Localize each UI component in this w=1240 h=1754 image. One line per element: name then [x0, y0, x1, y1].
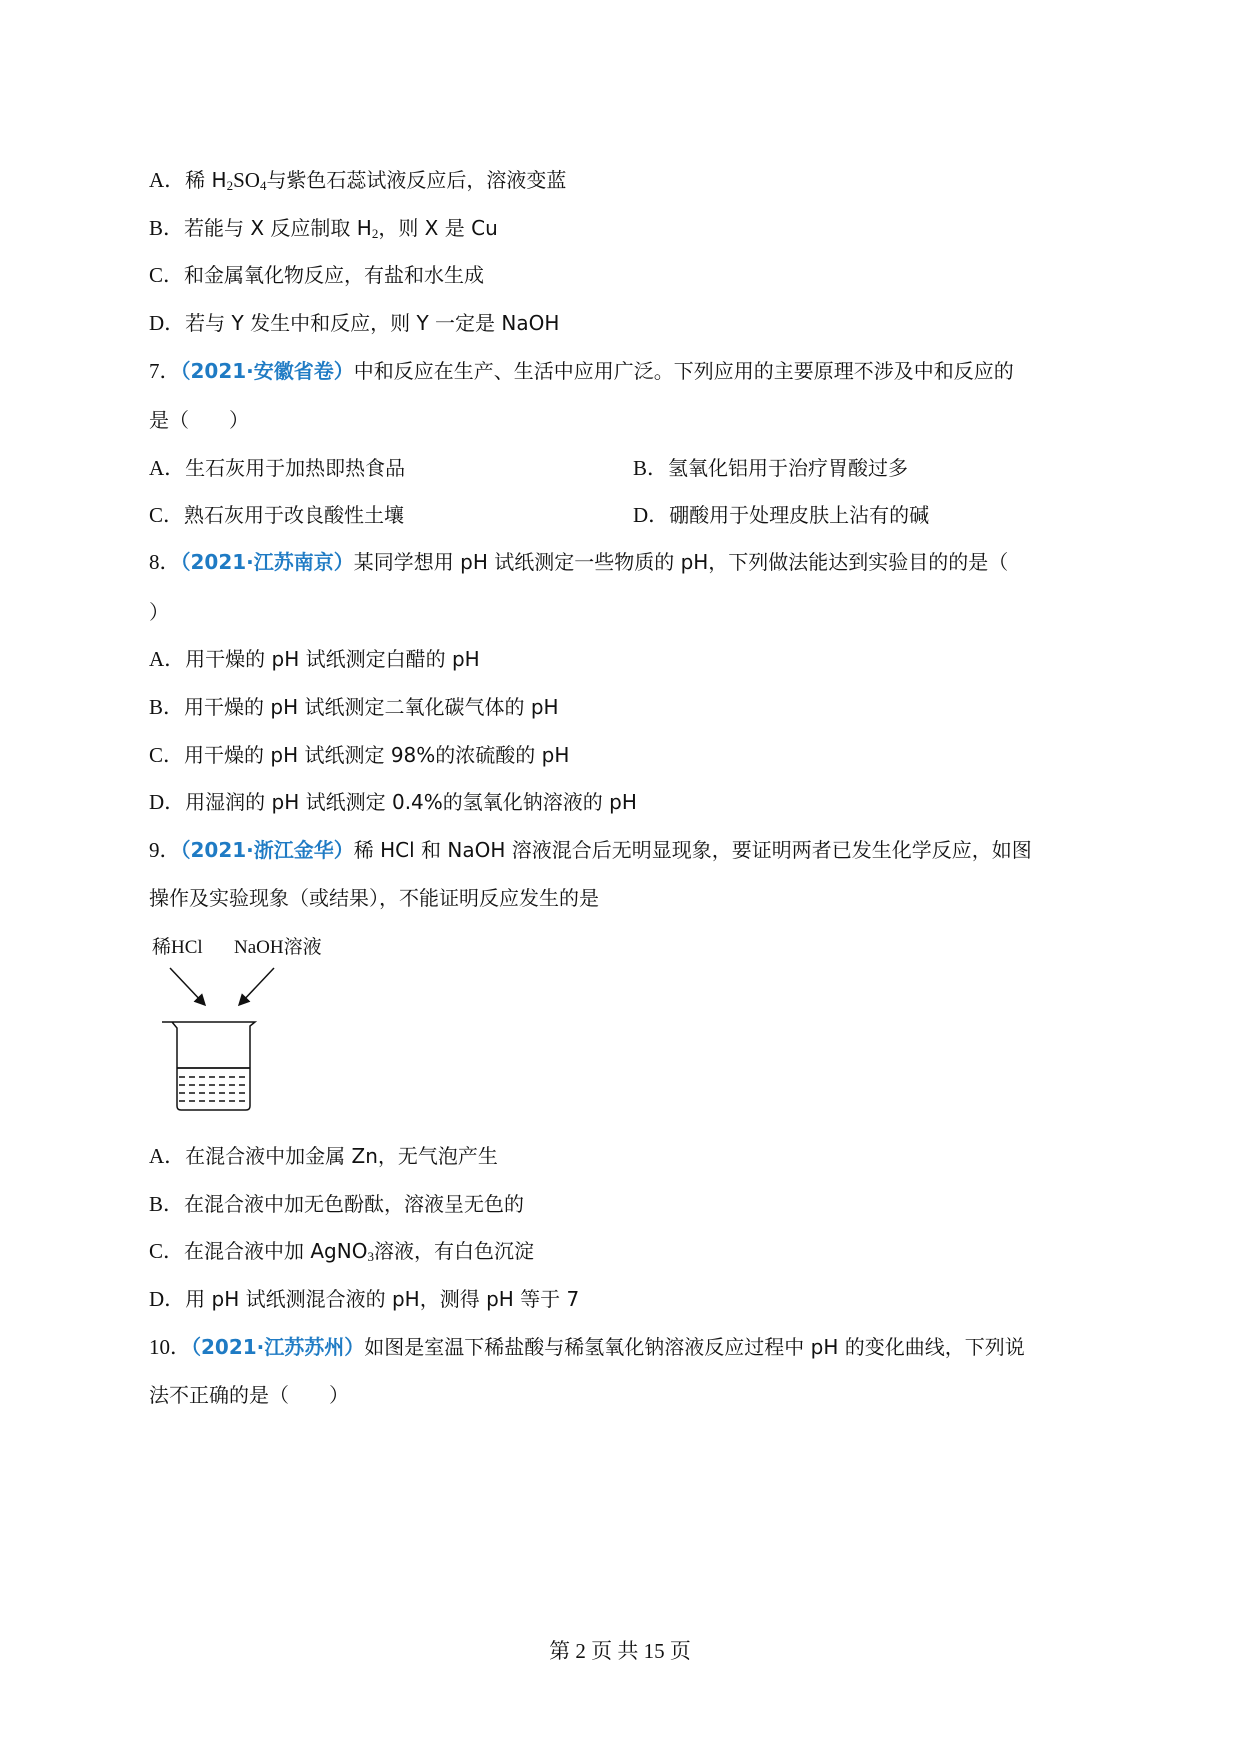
option-text: 稀 H — [185, 168, 227, 192]
option-letter: D — [149, 1287, 165, 1311]
question-number: 7． — [149, 359, 181, 383]
option-text: SO — [233, 168, 260, 192]
q7-option-c: C．熟石灰用于改良酸性土壤 — [149, 503, 405, 527]
option-letter: B — [149, 216, 164, 240]
option-text: 用干燥的 pH 试纸测定二氧化碳气体的 pH — [184, 695, 559, 719]
option-text: 用 pH 试纸测混合液的 pH，测得 pH 等于 7 — [185, 1287, 580, 1311]
option-text: 在混合液中加无色酚酞，溶液呈无色的 — [184, 1192, 525, 1216]
option-text: 在混合液中加金属 Zn，无气泡产生 — [185, 1144, 498, 1168]
beaker-diagram — [152, 932, 352, 1122]
q8-stem-cont — [149, 598, 169, 626]
q9-option-c: C．在混合液中加 AgNO$_3$溶液，有白色沉淀 — [149, 1239, 534, 1264]
source-label: （2021·安徽省卷） — [180, 359, 354, 383]
option-letter: C — [149, 743, 164, 767]
option-letter: B — [633, 456, 648, 480]
q9-stem-cont — [149, 884, 599, 912]
source-label: （2021·江苏苏州） — [191, 1335, 365, 1359]
option-text: 用湿润的 pH 试纸测定 0.4%的氢氧化钠溶液的 pH — [185, 790, 637, 814]
separator: ． — [164, 168, 186, 192]
option-letter: B — [149, 695, 164, 719]
question-text: ） — [149, 600, 169, 624]
option-letter: A — [149, 1144, 165, 1168]
option-letter: D — [633, 503, 649, 527]
q7-stem-cont — [149, 406, 249, 434]
option-text: 氢氧化铝用于治疗胃酸过多 — [668, 456, 909, 480]
source-label: （2021·浙江金华） — [180, 838, 354, 862]
option-letter: D — [149, 790, 165, 814]
separator: ． — [163, 216, 185, 240]
question-text: 操作及实验现象（或结果），不能证明反应发生的是 — [149, 886, 599, 910]
question-text: 稀 HCl 和 NaOH 溶液混合后无明显现象，要证明两者已发生化学反应，如图 — [353, 838, 1032, 862]
q9-stem — [149, 836, 1032, 864]
option-text: 在混合液中加 AgNO — [184, 1239, 368, 1263]
option-text: 和金属氧化物反应，有盐和水生成 — [184, 263, 485, 287]
source-label: （2021·江苏南京） — [180, 550, 354, 574]
option-text: 硼酸用于处理皮肤上沾有的碱 — [669, 503, 930, 527]
option-letter: A — [149, 647, 165, 671]
question-number: 8． — [149, 550, 181, 574]
option-text: 用干燥的 pH 试纸测定白醋的 pH — [185, 647, 480, 671]
question-text: 法不正确的是（ ） — [149, 1383, 349, 1407]
option-letter: D — [149, 311, 165, 335]
q8-stem — [149, 548, 1008, 576]
option-text: 若与 Y 发生中和反应，则 Y 一定是 NaOH — [185, 311, 560, 335]
option-text: 生石灰用于加热即热食品 — [185, 456, 406, 480]
option-letter: A — [149, 456, 165, 480]
option-text: 用干燥的 pH 试纸测定 98%的浓硫酸的 pH — [184, 743, 570, 767]
q6-option-c — [149, 261, 484, 289]
question-text: 中和反应在生产、生活中应用广泛。下列应用的主要原理不涉及中和反应的 — [353, 359, 1014, 383]
subscript: 2 — [371, 226, 379, 241]
q10-stem-cont — [149, 1381, 349, 1409]
separator: ． — [164, 311, 186, 335]
q8-option-b: B．用干燥的 pH 试纸测定二氧化碳气体的 pH — [149, 695, 559, 719]
page-footer: 第 2 页 共 15 页 — [549, 1639, 691, 1663]
q9-option-d: D．用 pH 试纸测混合液的 pH，测得 pH 等于 7 — [149, 1287, 580, 1311]
option-letter: B — [149, 1192, 164, 1216]
option-text: 与紫色石蕊试液反应后，溶液变蓝 — [266, 168, 567, 192]
question-number: 10． — [149, 1335, 191, 1359]
question-text: 是（ ） — [149, 408, 249, 432]
question-text: 某同学想用 pH 试纸测定一些物质的 pH，下列做法能达到实验目的的是（ — [353, 550, 1009, 574]
option-letter: C — [149, 503, 164, 527]
q8-option-c: C．用干燥的 pH 试纸测定 98%的浓硫酸的 pH — [149, 743, 570, 767]
question-number: 9． — [149, 838, 181, 862]
q6-option-b — [149, 214, 498, 242]
naoh-label: NaOH溶液 — [234, 937, 322, 958]
q6-option-a — [149, 166, 566, 194]
option-letter: C — [149, 263, 164, 287]
subscript: 4 — [259, 178, 267, 193]
option-text: 若能与 X 反应制取 H — [184, 216, 372, 240]
subscript: 3 — [367, 1249, 374, 1264]
beaker-icon — [152, 932, 352, 1122]
q9-option-b: B．在混合液中加无色酚酞，溶液呈无色的 — [149, 1192, 525, 1216]
separator: ． — [163, 263, 185, 287]
q8-option-a: A．用干燥的 pH 试纸测定白醋的 pH — [149, 647, 480, 671]
q7-stem — [149, 357, 1014, 385]
option-letter: A — [149, 168, 165, 192]
q9-option-a: A．在混合液中加金属 Zn，无气泡产生 — [149, 1144, 498, 1168]
q7-option-b: B．氢氧化铝用于治疗胃酸过多 — [633, 456, 909, 480]
option-text: 熟石灰用于改良酸性土壤 — [184, 503, 405, 527]
option-text: ，则 X 是 Cu — [378, 216, 498, 240]
q7-option-d: D．硼酸用于处理皮肤上沾有的碱 — [633, 503, 930, 527]
q10-stem — [149, 1333, 1025, 1361]
q6-option-d — [149, 309, 559, 337]
question-text: 如图是室温下稀盐酸与稀氢氧化钠溶液反应过程中 pH 的变化曲线，下列说 — [364, 1335, 1025, 1359]
hcl-label: 稀HCl — [152, 937, 203, 958]
q7-option-a: A．生石灰用于加热即热食品 — [149, 456, 406, 480]
option-text: 溶液，有白色沉淀 — [373, 1239, 534, 1263]
option-letter: C — [149, 1239, 164, 1263]
subscript: 2 — [226, 178, 234, 193]
q8-option-d: D．用湿润的 pH 试纸测定 0.4%的氢氧化钠溶液的 pH — [149, 790, 637, 814]
